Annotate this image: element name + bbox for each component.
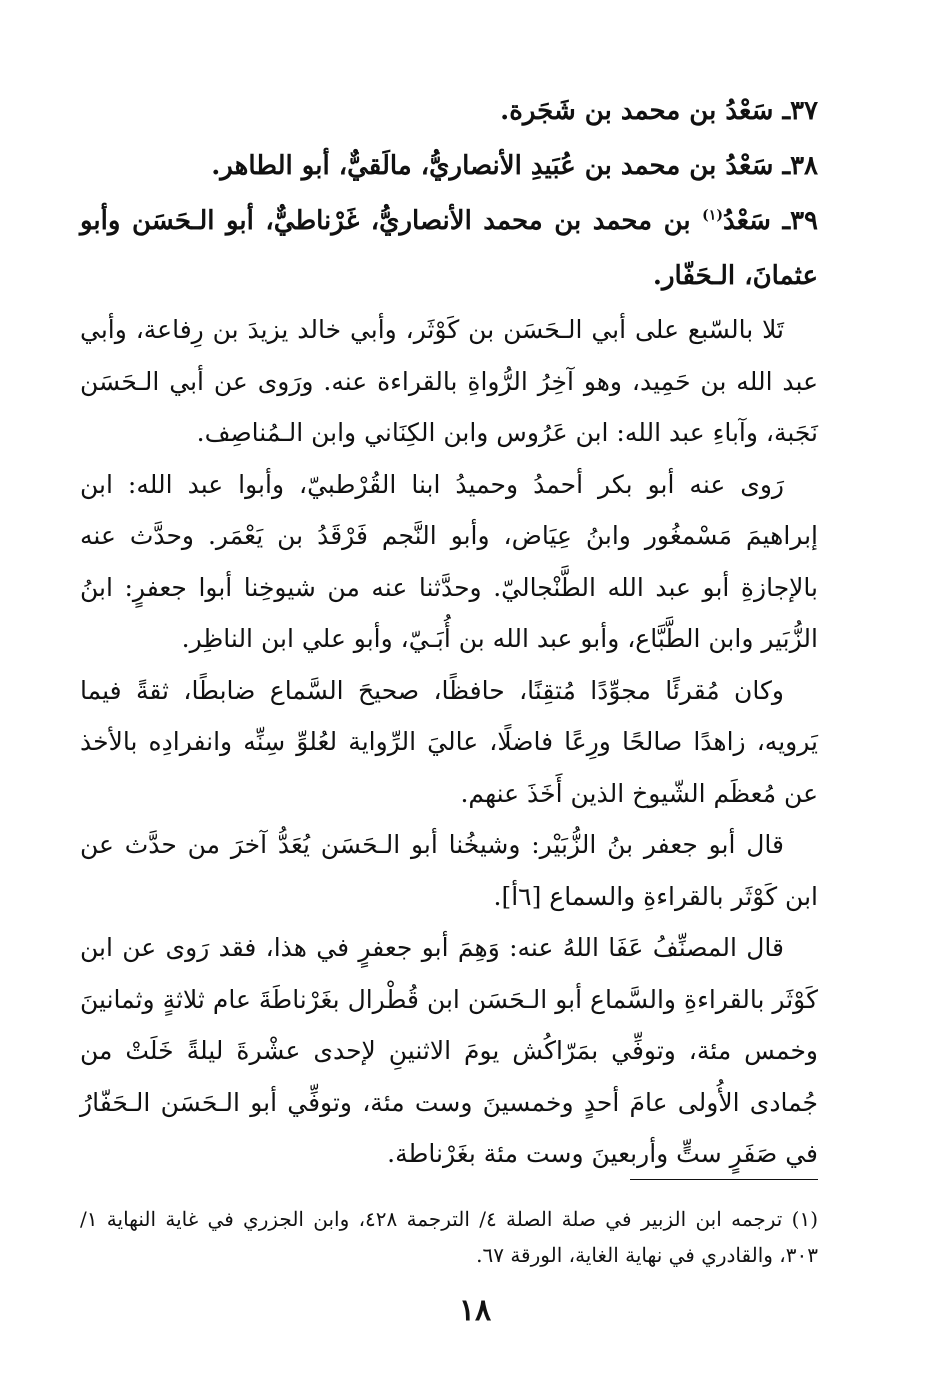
entry-text: بن محمد بن عُبَيدِ الأنصاريُّ، مالَقيٌّ، أبو الطاهر. <box>211 151 726 181</box>
footnote: (١) ترجمه ابن الزبير في صلة الصلة ٤/ الترجمة ٤٢٨، وابن الجزري في غاية النهاية ١/ ٣٠٣، والقادري في نهاية الغاية، الورقة ٦٧. <box>80 1207 819 1267</box>
paragraph-students: رَوى عنه أبو بكر أحمدُ وحميدُ ابنا القُرْطبيّ، وأبوا عبد الله: ابن إبراهيمَ مَسْمغُور وابنُ عِيَاض، وأبو النَّجم فَرْقَدُ بن يَعْمَر. وحدَّث عنه بالإجازةِ أبو عبد الله الطَّنْجاليّ. وحدَّثنا عنه من شيوخِنا أبوا جعفرٍ: ابنُ الزُّبَير وابن الطَّبَّاع، وأبو عبد الله بن أُبَـيّ، وأبو علي ابن الناظِر. <box>80 469 818 653</box>
paragraph-character: وكان مُقرئًا مجوِّدًا مُتقِنًا، حافظًا، صحيحَ السَّماع ضابطًا، ثقةً فيما يَرويه، زاهدًا صالحًا ورِعًا فاضلًا، عاليَ الرِّواية لعُلوِّ سِنِّه وانفرادِه بالأخذ عن مُعظَم الشّيوخ الذين أَخَذَ عنهم. <box>80 675 818 808</box>
entry-number: ٣٩ـ <box>782 206 818 236</box>
page-number: ١٨ <box>458 1293 492 1328</box>
entry-number: ٣٨ـ <box>782 151 818 181</box>
entry-text: بن محمد بن شَجَرة. <box>500 96 726 126</box>
entry-text: بن محمد بن محمد الأنصاريُّ، غَرْناطيٌّ، أبو الـحَسَن وأبو عثمانَ، الـحَفّار. <box>80 206 818 291</box>
paragraph-teachers: تَلا بالسّبع على أبي الـحَسَن بن كَوْثَر، وأبي خالد يزيدَ بن رِفاعة، وأبي عبد الله بن حَمِيد، وهو آخِرُ الرُّواةِ بالقراءة عنه. ورَوى عن أبي الـحَسَن نَجَبة، وآباءِ عبد الله: ابن عَرُوس وابن الكِنَاني وابن الـمُناصِف. <box>80 315 818 447</box>
entry-name: سَعْدُ <box>725 151 774 181</box>
entry-name: سَعْدُ <box>725 96 774 126</box>
paragraph-author-note: قال المصنِّفُ عَفَا اللهُ عنه: وَهِمَ أبو جعفرٍ في هذا، فقد رَوى عن ابن كَوْثَر بالقراءةِ والسَّماع أبو الـحَسَن ابن قُطْرال بغَرْناطَةَ عام ثلاثةٍ وثمانينَ وخمس مئة، وتوفِّي بمَرّاكُش يومَ الاثنينِ لإحدى عشْرةَ ليلةً خَلَتْ من جُمادى الأُولى عامَ أحدٍ وخمسينَ وست مئة، وتوفِّي أبو الـحَسَن الـحَفّارُ في صَفَرٍ ستٍّ وأربعينَ وست مئة بغَرْناطة. <box>80 933 818 1168</box>
paragraph-quote: قال أبو جعفر بنُ الزُّبَيْر: وشيخُنا أبو الـحَسَن يُعَدُّ آخرَ من حدَّث عن ابن كَوْثَر بالقراءةِ والسماع [٦أ]. <box>80 830 818 911</box>
main-text <box>80 84 818 1180</box>
biography-entry-38 <box>80 139 818 194</box>
biography-entry-39 <box>80 194 818 304</box>
footnote-marker: (١) <box>702 207 723 224</box>
footnote-divider <box>630 1179 818 1180</box>
biography-entry-37 <box>80 84 818 139</box>
entry-name: سَعْدُ <box>722 206 771 236</box>
entry-number: ٣٧ـ <box>782 96 818 126</box>
